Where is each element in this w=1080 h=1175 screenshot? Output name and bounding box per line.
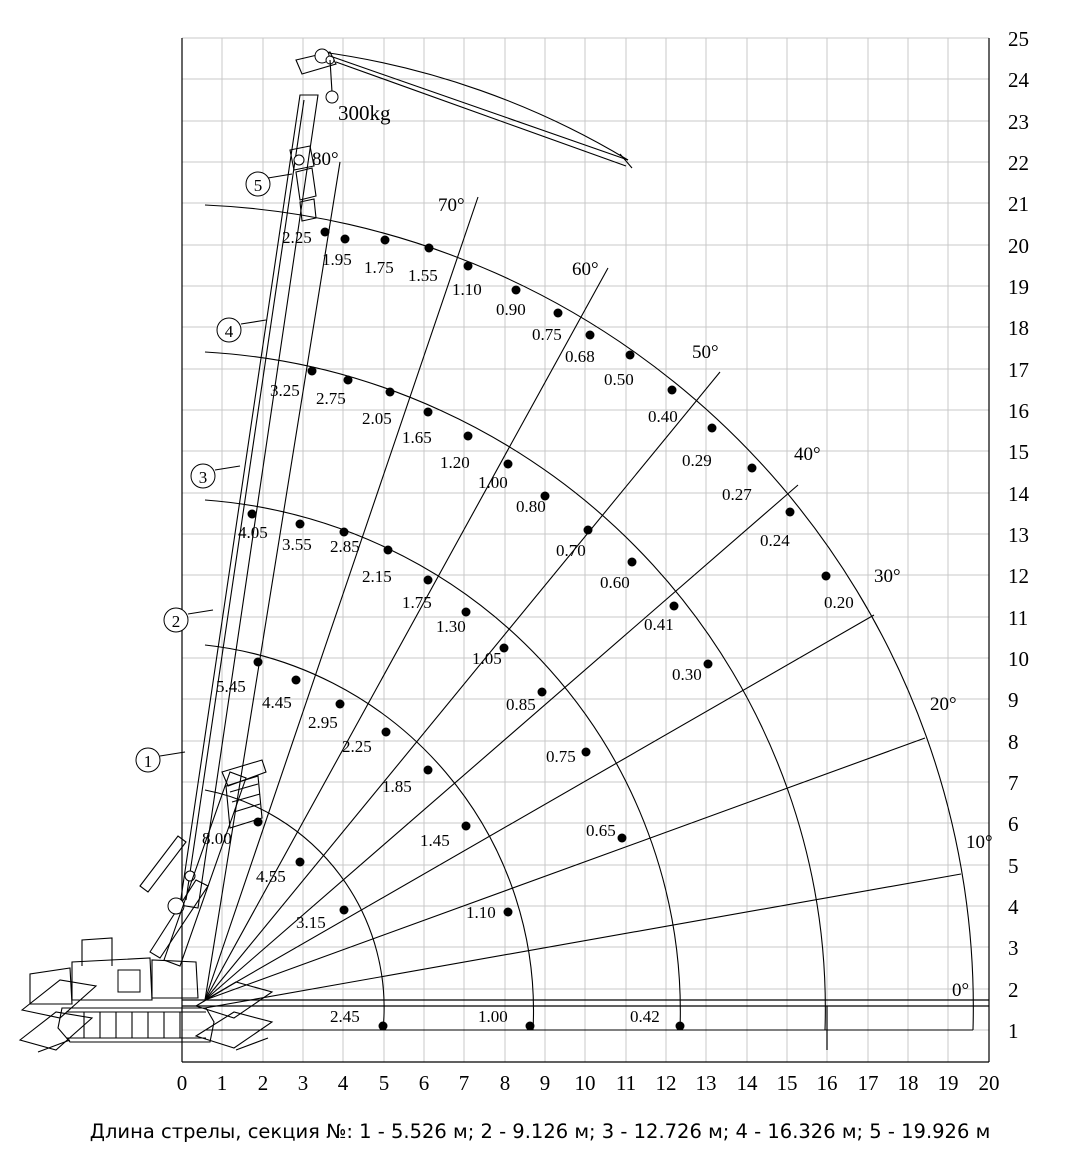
data-points bbox=[202, 101, 854, 1031]
y-tick: 22 bbox=[1008, 151, 1029, 175]
point-label: 1.10 bbox=[466, 903, 496, 922]
x-axis-ticks bbox=[177, 1071, 1000, 1095]
x-tick: 10 bbox=[574, 1071, 596, 1095]
point-label: 1.95 bbox=[322, 250, 352, 269]
y-tick: 18 bbox=[1008, 316, 1029, 340]
point-label: 2.75 bbox=[316, 389, 346, 408]
y-tick: 12 bbox=[1008, 564, 1029, 588]
point-label: 0.29 bbox=[682, 451, 712, 470]
point-label: 0.42 bbox=[630, 1007, 660, 1026]
point-label: 2.95 bbox=[308, 713, 338, 732]
section-marker-1: 1 bbox=[143, 752, 153, 771]
x-tick: 14 bbox=[736, 1071, 758, 1095]
section-marker-3: 3 bbox=[198, 468, 208, 487]
x-tick: 19 bbox=[937, 1071, 959, 1095]
point-label: 0.20 bbox=[824, 593, 854, 612]
y-tick: 24 bbox=[1008, 68, 1029, 92]
point-label: 0.85 bbox=[506, 695, 536, 714]
point-label: 2.25 bbox=[282, 228, 312, 247]
chart-caption: Длина стрелы, секция №: 1 - 5.526 м; 2 - 9.126 м; 3 - 12.726 м; 4 - 16.326 м; 5 - 19.926 м bbox=[89, 1120, 991, 1143]
section-marker-5: 5 bbox=[253, 176, 263, 195]
x-tick: 4 bbox=[337, 1071, 349, 1095]
point-label: 0.41 bbox=[644, 615, 674, 634]
point-label: 3.55 bbox=[282, 535, 312, 554]
hook-load-label: 300kg bbox=[338, 101, 391, 125]
x-tick: 0 bbox=[176, 1071, 188, 1095]
y-tick: 19 bbox=[1008, 275, 1029, 299]
point-label: 1.55 bbox=[408, 266, 438, 285]
point-label: 5.45 bbox=[216, 677, 246, 696]
x-tick: 17 bbox=[857, 1071, 879, 1095]
angle-label-50: 50° bbox=[692, 342, 719, 363]
point-label: 1.45 bbox=[420, 831, 450, 850]
point-label: 0.24 bbox=[760, 531, 790, 550]
section-marker-4: 4 bbox=[224, 322, 234, 341]
y-axis-ticks bbox=[1008, 27, 1030, 1043]
x-tick: 5 bbox=[378, 1071, 390, 1095]
y-tick: 4 bbox=[1008, 895, 1019, 919]
point-label: 0.68 bbox=[565, 347, 595, 366]
x-tick: 13 bbox=[695, 1071, 717, 1095]
point-label: 1.05 bbox=[472, 649, 502, 668]
x-tick: 9 bbox=[539, 1071, 551, 1095]
y-tick: 6 bbox=[1008, 812, 1019, 836]
point-label: 4.05 bbox=[238, 523, 268, 542]
point-label: 0.75 bbox=[546, 747, 576, 766]
x-tick: 15 bbox=[776, 1071, 798, 1095]
point-label: 0.30 bbox=[672, 665, 702, 684]
x-tick: 3 bbox=[297, 1071, 309, 1095]
point-label: 4.55 bbox=[256, 867, 286, 886]
point-label: 0.75 bbox=[532, 325, 562, 344]
y-tick: 5 bbox=[1008, 854, 1019, 878]
x-tick: 7 bbox=[458, 1071, 470, 1095]
point-label: 2.15 bbox=[362, 567, 392, 586]
x-tick: 20 bbox=[978, 1071, 1000, 1095]
angle-label-70: 70° bbox=[438, 195, 465, 216]
angle-label-80: 80° bbox=[312, 149, 339, 170]
angle-label-10: 10° bbox=[966, 832, 993, 853]
x-tick: 11 bbox=[615, 1071, 637, 1095]
angle-label-30: 30° bbox=[874, 566, 901, 587]
section-marker-2: 2 bbox=[171, 612, 181, 631]
y-tick: 11 bbox=[1008, 606, 1029, 630]
y-tick: 1 bbox=[1008, 1019, 1019, 1043]
x-tick: 8 bbox=[499, 1071, 511, 1095]
point-label: 0.60 bbox=[600, 573, 630, 592]
y-tick: 7 bbox=[1008, 771, 1019, 795]
x-tick: 12 bbox=[655, 1071, 677, 1095]
x-tick: 2 bbox=[257, 1071, 269, 1095]
point-label: 0.50 bbox=[604, 370, 634, 389]
boom-radius-arcs bbox=[205, 52, 973, 1030]
boom-section-markers bbox=[136, 172, 292, 772]
y-tick: 25 bbox=[1008, 27, 1029, 51]
point-label: 8.00 bbox=[202, 829, 232, 848]
point-label: 1.75 bbox=[402, 593, 432, 612]
angle-label-0: 0° bbox=[952, 980, 970, 1001]
y-tick: 23 bbox=[1008, 110, 1029, 134]
angle-label-40: 40° bbox=[794, 444, 821, 465]
y-tick: 20 bbox=[1008, 234, 1029, 258]
y-tick: 13 bbox=[1008, 523, 1029, 547]
point-label: 2.05 bbox=[362, 409, 392, 428]
point-label: 3.25 bbox=[270, 381, 300, 400]
point-label: 1.00 bbox=[478, 473, 508, 492]
point-label: 0.65 bbox=[586, 821, 616, 840]
y-tick: 21 bbox=[1008, 192, 1029, 216]
x-tick: 18 bbox=[897, 1071, 919, 1095]
point-label: 0.90 bbox=[496, 300, 526, 319]
x-tick: 6 bbox=[418, 1071, 430, 1095]
point-label: 1.00 bbox=[478, 1007, 508, 1026]
point-label: 2.85 bbox=[330, 537, 360, 556]
point-label: 0.27 bbox=[722, 485, 752, 504]
point-label: 2.25 bbox=[342, 737, 372, 756]
y-tick: 2 bbox=[1008, 978, 1019, 1002]
y-tick: 16 bbox=[1008, 399, 1029, 423]
angle-label-20: 20° bbox=[930, 694, 957, 715]
point-label: 4.45 bbox=[262, 693, 292, 712]
y-tick: 3 bbox=[1008, 936, 1019, 960]
point-label: 0.40 bbox=[648, 407, 678, 426]
y-tick: 8 bbox=[1008, 730, 1019, 754]
point-label: 1.65 bbox=[402, 428, 432, 447]
point-label: 1.10 bbox=[452, 280, 482, 299]
point-label: 3.15 bbox=[296, 913, 326, 932]
y-tick: 10 bbox=[1008, 647, 1029, 671]
point-label: 0.80 bbox=[516, 497, 546, 516]
x-tick: 16 bbox=[816, 1071, 838, 1095]
point-label: 1.30 bbox=[436, 617, 466, 636]
y-tick: 9 bbox=[1008, 688, 1019, 712]
x-tick: 1 bbox=[216, 1071, 228, 1095]
angle-label-60: 60° bbox=[572, 259, 599, 280]
point-label: 1.75 bbox=[364, 258, 394, 277]
point-label: 0.70 bbox=[556, 541, 586, 560]
y-tick: 14 bbox=[1008, 482, 1029, 506]
point-label: 1.85 bbox=[382, 777, 412, 796]
point-label: 2.45 bbox=[330, 1007, 360, 1026]
point-label: 1.20 bbox=[440, 453, 470, 472]
y-tick: 17 bbox=[1008, 358, 1029, 382]
y-tick: 15 bbox=[1008, 440, 1029, 464]
